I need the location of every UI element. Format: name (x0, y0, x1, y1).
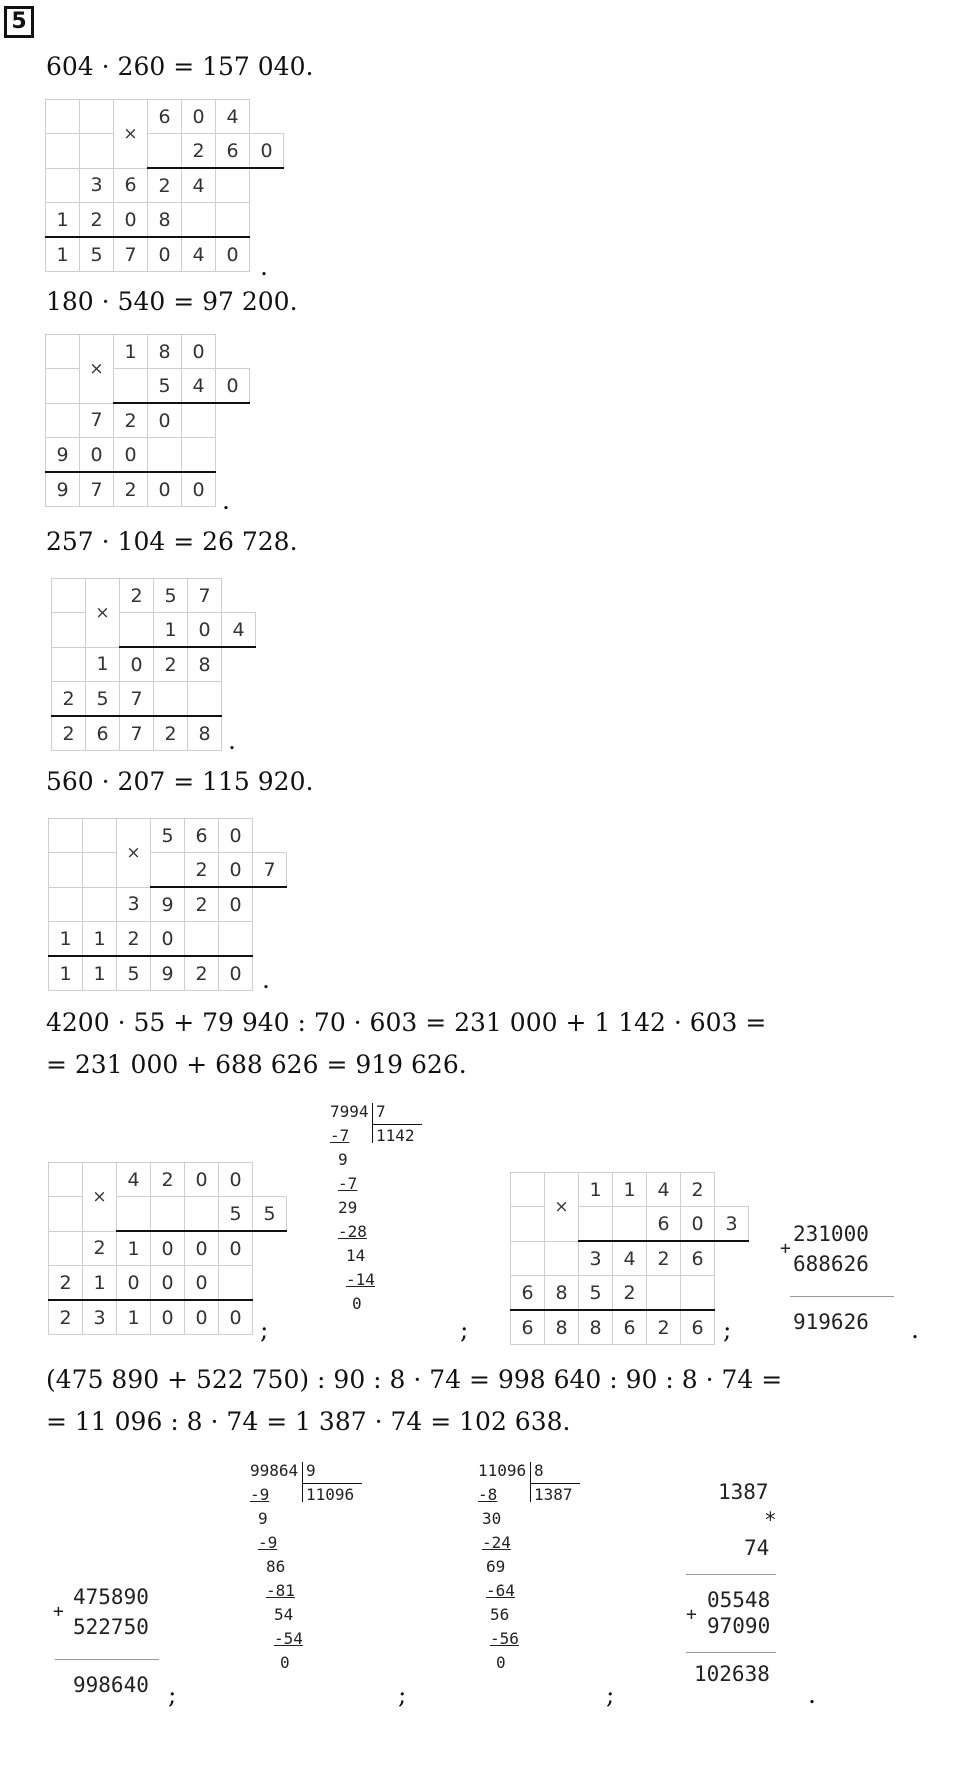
grid-cell: 7 (253, 853, 287, 888)
grid-cell: 2 (151, 1163, 185, 1197)
grid-cell: 6 (86, 716, 120, 751)
grid-cell: 6 (114, 168, 148, 203)
times-sign: × (117, 819, 151, 888)
remainder: 0 (352, 1294, 362, 1313)
grid-cell (182, 203, 216, 238)
grid-cell (545, 1241, 579, 1276)
sum-rule (55, 1659, 159, 1660)
grid-row (49, 853, 287, 888)
grid-row (511, 1173, 749, 1207)
grid-cell (80, 134, 114, 169)
grid-cell: 5 (86, 682, 120, 717)
grid-cell: 5 (151, 819, 185, 853)
grid-cell: 5 (80, 237, 114, 272)
grid-cell: 6 (647, 1207, 681, 1242)
grid-cell: 5 (579, 1276, 613, 1311)
grid-cell (49, 819, 83, 853)
grid-row (511, 1241, 749, 1276)
grid-cell (46, 100, 80, 134)
division-bar (530, 1462, 531, 1502)
grid-cell: 2 (154, 647, 188, 682)
quotient: 11096 (306, 1485, 355, 1504)
quotient-bar (302, 1483, 362, 1484)
grid-row (49, 819, 287, 853)
grid-cell: 1 (114, 335, 148, 369)
grid-cell: 0 (219, 853, 253, 888)
grid-cell: 2 (185, 853, 219, 888)
grid-cell: 0 (182, 100, 216, 134)
grid-cell: 0 (151, 922, 185, 957)
grid-cell: 1 (579, 1173, 613, 1207)
grid-cell: 6 (511, 1310, 545, 1345)
grid-cell (117, 1197, 151, 1232)
grid-cell: 0 (185, 1300, 219, 1335)
grid-cell (46, 403, 80, 438)
grid-cell (49, 887, 83, 922)
grid-cell (49, 1231, 83, 1266)
plus-sign: + (53, 1601, 64, 1622)
sum: 998640 (73, 1673, 149, 1697)
grid-cell (151, 853, 185, 888)
subtrahend: -24 (482, 1533, 511, 1552)
period-mark: . (260, 252, 268, 281)
grid-row (46, 134, 284, 169)
grid-cell: 0 (182, 335, 216, 369)
grid-cell: 6 (681, 1241, 715, 1276)
grid-cell (151, 1197, 185, 1232)
semicolon-mark: ; (606, 1680, 615, 1709)
grid-cell: 2 (613, 1276, 647, 1311)
grid-cell (49, 1197, 83, 1232)
grid-cell: 0 (219, 1163, 253, 1197)
grid-cell: 0 (148, 237, 182, 272)
addend-2: 688626 (793, 1252, 869, 1276)
grid-cell: 7 (80, 403, 114, 438)
grid-cell: 0 (148, 472, 182, 507)
grid-cell: 0 (219, 956, 253, 991)
grid-cell: 3 (117, 887, 151, 922)
grid-cell: 2 (185, 887, 219, 922)
period-mark: . (808, 1680, 816, 1709)
grid-cell: 8 (188, 647, 222, 682)
grid-cell: 2 (80, 203, 114, 238)
grid-cell (148, 134, 182, 169)
long-division-1 (330, 1103, 450, 1333)
grid-cell: 8 (148, 335, 182, 369)
grid-cell (511, 1173, 545, 1207)
remainder: 30 (482, 1509, 502, 1528)
plus-sign: + (780, 1238, 791, 1259)
grid-cell: 6 (185, 819, 219, 853)
grid-cell (80, 100, 114, 134)
grid-cell: 2 (52, 682, 86, 717)
grid-cell: 9 (151, 956, 185, 991)
sum-rule (790, 1296, 894, 1297)
grid-cell: 8 (188, 716, 222, 751)
semicolon-mark: ; (460, 1315, 469, 1344)
grid-cell: 4 (182, 168, 216, 203)
divisor: 8 (534, 1461, 544, 1480)
grid-cell: 3 (579, 1241, 613, 1276)
grid-cell: 2 (182, 134, 216, 169)
grid-row (46, 472, 250, 507)
grid-cell: 7 (80, 472, 114, 507)
grid-cell: 1 (86, 647, 120, 682)
grid-cell: 0 (681, 1207, 715, 1242)
grid-row (49, 1231, 287, 1266)
grid-cell (216, 203, 250, 238)
remainder: 86 (266, 1557, 286, 1576)
grid-cell: 0 (219, 819, 253, 853)
semicolon-mark: ; (398, 1680, 407, 1709)
column-addition-1 (780, 1222, 900, 1342)
grid-cell: 0 (151, 1300, 185, 1335)
long-division-3 (478, 1462, 618, 1692)
grid-row (46, 369, 250, 404)
subtrahend: -8 (478, 1485, 498, 1504)
grid-cell: 2 (154, 716, 188, 751)
subtrahend: -56 (490, 1629, 519, 1648)
equation-6-line-2: = 11 096 : 8 · 74 = 1 387 · 74 = 102 638. (46, 1407, 571, 1436)
grid-cell: 2 (647, 1241, 681, 1276)
grid-row (49, 922, 287, 957)
grid-row (52, 716, 256, 751)
partial-product-1: 05548 (707, 1588, 771, 1612)
remainder: 9 (258, 1509, 268, 1528)
grid-cell (216, 168, 250, 203)
grid-cell: 3 (80, 168, 114, 203)
quotient-bar (372, 1124, 422, 1125)
grid-cell (46, 335, 80, 369)
grid-cell: 6 (216, 134, 250, 169)
grid-cell: 8 (545, 1310, 579, 1345)
grid-cell: 4 (613, 1241, 647, 1276)
grid-cell: 2 (114, 472, 148, 507)
grid-cell: 2 (117, 922, 151, 957)
grid-cell: 4 (216, 100, 250, 134)
period-mark: . (911, 1315, 919, 1344)
quotient: 1387 (534, 1485, 573, 1504)
grid-cell: 1 (46, 203, 80, 238)
grid-row (46, 100, 284, 134)
grid-cell (185, 1197, 219, 1232)
grid-cell: 0 (117, 1266, 151, 1301)
grid-cell: 0 (219, 1231, 253, 1266)
subtrahend: -54 (274, 1629, 303, 1648)
grid-row (46, 168, 284, 203)
grid-cell: 2 (52, 716, 86, 751)
grid-cell (114, 369, 148, 404)
quotient: 1142 (376, 1126, 415, 1145)
problem-number-badge: 5 (4, 6, 34, 38)
grid-row (511, 1310, 749, 1345)
grid-cell (120, 613, 154, 648)
grid-row (46, 335, 250, 369)
dividend: 99864 (250, 1461, 299, 1480)
grid-cell: 2 (120, 579, 154, 613)
grid-cell (46, 134, 80, 169)
grid-row (49, 1300, 287, 1335)
grid-cell (46, 168, 80, 203)
grid-row (52, 647, 256, 682)
product: 102638 (694, 1662, 770, 1686)
grid-cell: 2 (83, 1231, 117, 1266)
times-sign: × (545, 1173, 579, 1242)
grid-cell: 2 (148, 168, 182, 203)
grid-cell: 6 (148, 100, 182, 134)
addend-1: 475890 (73, 1585, 149, 1609)
grid-cell: 0 (250, 134, 284, 169)
grid-cell: 7 (188, 579, 222, 613)
grid-cell: 2 (681, 1173, 715, 1207)
multiplication-grid-4 (48, 818, 287, 991)
subtrahend: -14 (346, 1270, 375, 1289)
grid-cell: 7 (120, 682, 154, 717)
grid-cell: 5 (148, 369, 182, 404)
grid-cell: 1 (117, 1231, 151, 1266)
times-sign: × (86, 579, 120, 648)
grid-cell: 9 (46, 472, 80, 507)
subtrahend: -7 (330, 1126, 350, 1145)
period-mark: . (262, 965, 270, 994)
equation-6-line-1: (475 890 + 522 750) : 90 : 8 · 74 = 998 640 : 90 : 8 · 74 = (46, 1365, 783, 1394)
grid-cell: 6 (511, 1276, 545, 1311)
grid-cell: 1 (83, 956, 117, 991)
grid-row (511, 1276, 749, 1311)
equation-5-line-2: = 231 000 + 688 626 = 919 626. (46, 1050, 467, 1079)
plus-sign: + (686, 1604, 697, 1625)
grid-cell: 4 (117, 1163, 151, 1197)
grid-cell: 0 (151, 1266, 185, 1301)
grid-cell: 0 (114, 438, 148, 473)
grid-row (46, 237, 284, 272)
equation-1: 604 · 260 = 157 040. (46, 52, 314, 81)
partial-product-2: 97090 (707, 1614, 771, 1638)
grid-cell: 2 (647, 1310, 681, 1345)
grid-cell: 0 (151, 1231, 185, 1266)
semicolon-mark: ; (260, 1315, 269, 1344)
grid-cell: 0 (219, 887, 253, 922)
multiplication-grid-2 (45, 334, 250, 507)
grid-row (49, 1266, 287, 1301)
grid-cell: 4 (182, 237, 216, 272)
grid-row (46, 203, 284, 238)
grid-cell (49, 853, 83, 888)
grid-cell: 5 (219, 1197, 253, 1232)
grid-cell: 0 (120, 647, 154, 682)
grid-cell: 7 (120, 716, 154, 751)
grid-cell: 3 (83, 1300, 117, 1335)
grid-cell: 1 (83, 1266, 117, 1301)
grid-cell (511, 1207, 545, 1242)
equation-5-line-1: 4200 · 55 + 79 940 : 70 · 603 = 231 000 + 1 142 · 603 = (46, 1008, 767, 1037)
period-mark: . (228, 726, 236, 755)
grid-cell (613, 1207, 647, 1242)
grid-cell (219, 1266, 253, 1301)
column-addition-2 (50, 1585, 170, 1705)
remainder: 69 (486, 1557, 506, 1576)
grid-cell (52, 613, 86, 648)
grid-cell (148, 438, 182, 473)
grid-cell: 5 (154, 579, 188, 613)
grid-row (46, 403, 250, 438)
grid-row (46, 438, 250, 473)
multiplicand: 1387 (718, 1480, 769, 1504)
grid-cell: 6 (681, 1310, 715, 1345)
grid-cell: 2 (114, 403, 148, 438)
grid-cell: 8 (148, 203, 182, 238)
grid-cell: 1 (49, 956, 83, 991)
subtrahend: -9 (250, 1485, 270, 1504)
multiplication-grid-5 (48, 1162, 287, 1335)
grid-cell: 1 (46, 237, 80, 272)
grid-cell: 0 (185, 1163, 219, 1197)
grid-cell: 0 (182, 472, 216, 507)
grid-row (52, 613, 256, 648)
grid-cell: 1 (83, 922, 117, 957)
grid-cell: 0 (114, 203, 148, 238)
grid-cell: 0 (188, 613, 222, 648)
grid-cell (647, 1276, 681, 1311)
period-mark: . (222, 486, 230, 515)
addend-2: 522750 (73, 1615, 149, 1639)
product-rule-1 (686, 1574, 776, 1575)
times-sign: × (80, 335, 114, 404)
equation-4: 560 · 207 = 115 920. (46, 767, 314, 796)
times-sign: × (114, 100, 148, 169)
grid-cell: 4 (182, 369, 216, 404)
grid-cell: 1 (154, 613, 188, 648)
quotient-bar (530, 1483, 580, 1484)
multiplication-grid-1 (45, 99, 284, 272)
equation-3: 257 · 104 = 26 728. (46, 527, 298, 556)
remainder: 54 (274, 1605, 294, 1624)
grid-cell: 8 (579, 1310, 613, 1345)
divisor: 9 (306, 1461, 316, 1480)
dividend: 11096 (478, 1461, 527, 1480)
grid-cell: 8 (545, 1276, 579, 1311)
remainder: 0 (280, 1653, 290, 1672)
semicolon-mark: ; (168, 1680, 177, 1709)
grid-cell: 5 (117, 956, 151, 991)
grid-cell (52, 647, 86, 682)
grid-row (52, 682, 256, 717)
multiplier: 74 (744, 1536, 770, 1560)
division-bar (372, 1103, 373, 1143)
remainder: 29 (338, 1198, 358, 1217)
sum: 919626 (793, 1310, 869, 1334)
grid-cell: 0 (185, 1266, 219, 1301)
grid-row (49, 956, 287, 991)
grid-cell: 3 (715, 1207, 749, 1242)
grid-cell: 6 (613, 1310, 647, 1345)
grid-row (52, 579, 256, 613)
grid-cell (83, 887, 117, 922)
grid-cell: 0 (148, 403, 182, 438)
times-sign: × (83, 1163, 117, 1232)
grid-cell (83, 853, 117, 888)
subtrahend: -64 (486, 1581, 515, 1600)
divisor: 7 (376, 1102, 386, 1121)
grid-cell: 9 (151, 887, 185, 922)
remainder: 0 (496, 1653, 506, 1672)
grid-cell: 0 (216, 237, 250, 272)
remainder: 14 (346, 1246, 366, 1265)
grid-cell: 1 (49, 922, 83, 957)
grid-cell: 4 (222, 613, 256, 648)
subtrahend: -7 (338, 1174, 358, 1193)
times-sign: * (764, 1508, 777, 1532)
grid-cell (154, 682, 188, 717)
grid-cell (182, 438, 216, 473)
dividend: 7994 (330, 1102, 369, 1121)
semicolon-mark: ; (723, 1315, 732, 1344)
grid-cell: 0 (80, 438, 114, 473)
grid-cell: 7 (114, 237, 148, 272)
remainder: 56 (490, 1605, 510, 1624)
grid-cell: 1 (117, 1300, 151, 1335)
grid-cell: 5 (253, 1197, 287, 1232)
grid-cell: 4 (647, 1173, 681, 1207)
grid-cell: 1 (613, 1173, 647, 1207)
grid-row (49, 887, 287, 922)
grid-row (49, 1163, 287, 1197)
grid-cell: 0 (216, 369, 250, 404)
grid-cell: 2 (185, 956, 219, 991)
grid-cell: 2 (49, 1266, 83, 1301)
grid-cell (579, 1207, 613, 1242)
grid-cell (185, 922, 219, 957)
subtrahend: -9 (258, 1533, 278, 1552)
grid-cell (182, 403, 216, 438)
grid-cell (188, 682, 222, 717)
subtrahend: -81 (266, 1581, 295, 1600)
multiplication-grid-3 (51, 578, 256, 751)
division-bar (302, 1462, 303, 1502)
grid-cell (681, 1276, 715, 1311)
grid-cell (219, 922, 253, 957)
equation-2: 180 · 540 = 97 200. (46, 287, 298, 316)
grid-cell (83, 819, 117, 853)
grid-cell: 9 (46, 438, 80, 473)
column-multiplication-7 (686, 1480, 796, 1690)
grid-cell (49, 1163, 83, 1197)
product-rule-2 (686, 1652, 776, 1653)
addend-1: 231000 (793, 1222, 869, 1246)
remainder: 9 (338, 1150, 348, 1169)
long-division-2 (250, 1462, 390, 1692)
grid-cell: 2 (49, 1300, 83, 1335)
grid-cell (52, 579, 86, 613)
subtrahend: -28 (338, 1222, 367, 1241)
multiplication-grid-6 (510, 1172, 749, 1345)
grid-cell (46, 369, 80, 404)
grid-cell: 0 (219, 1300, 253, 1335)
grid-cell (511, 1241, 545, 1276)
grid-cell: 0 (185, 1231, 219, 1266)
